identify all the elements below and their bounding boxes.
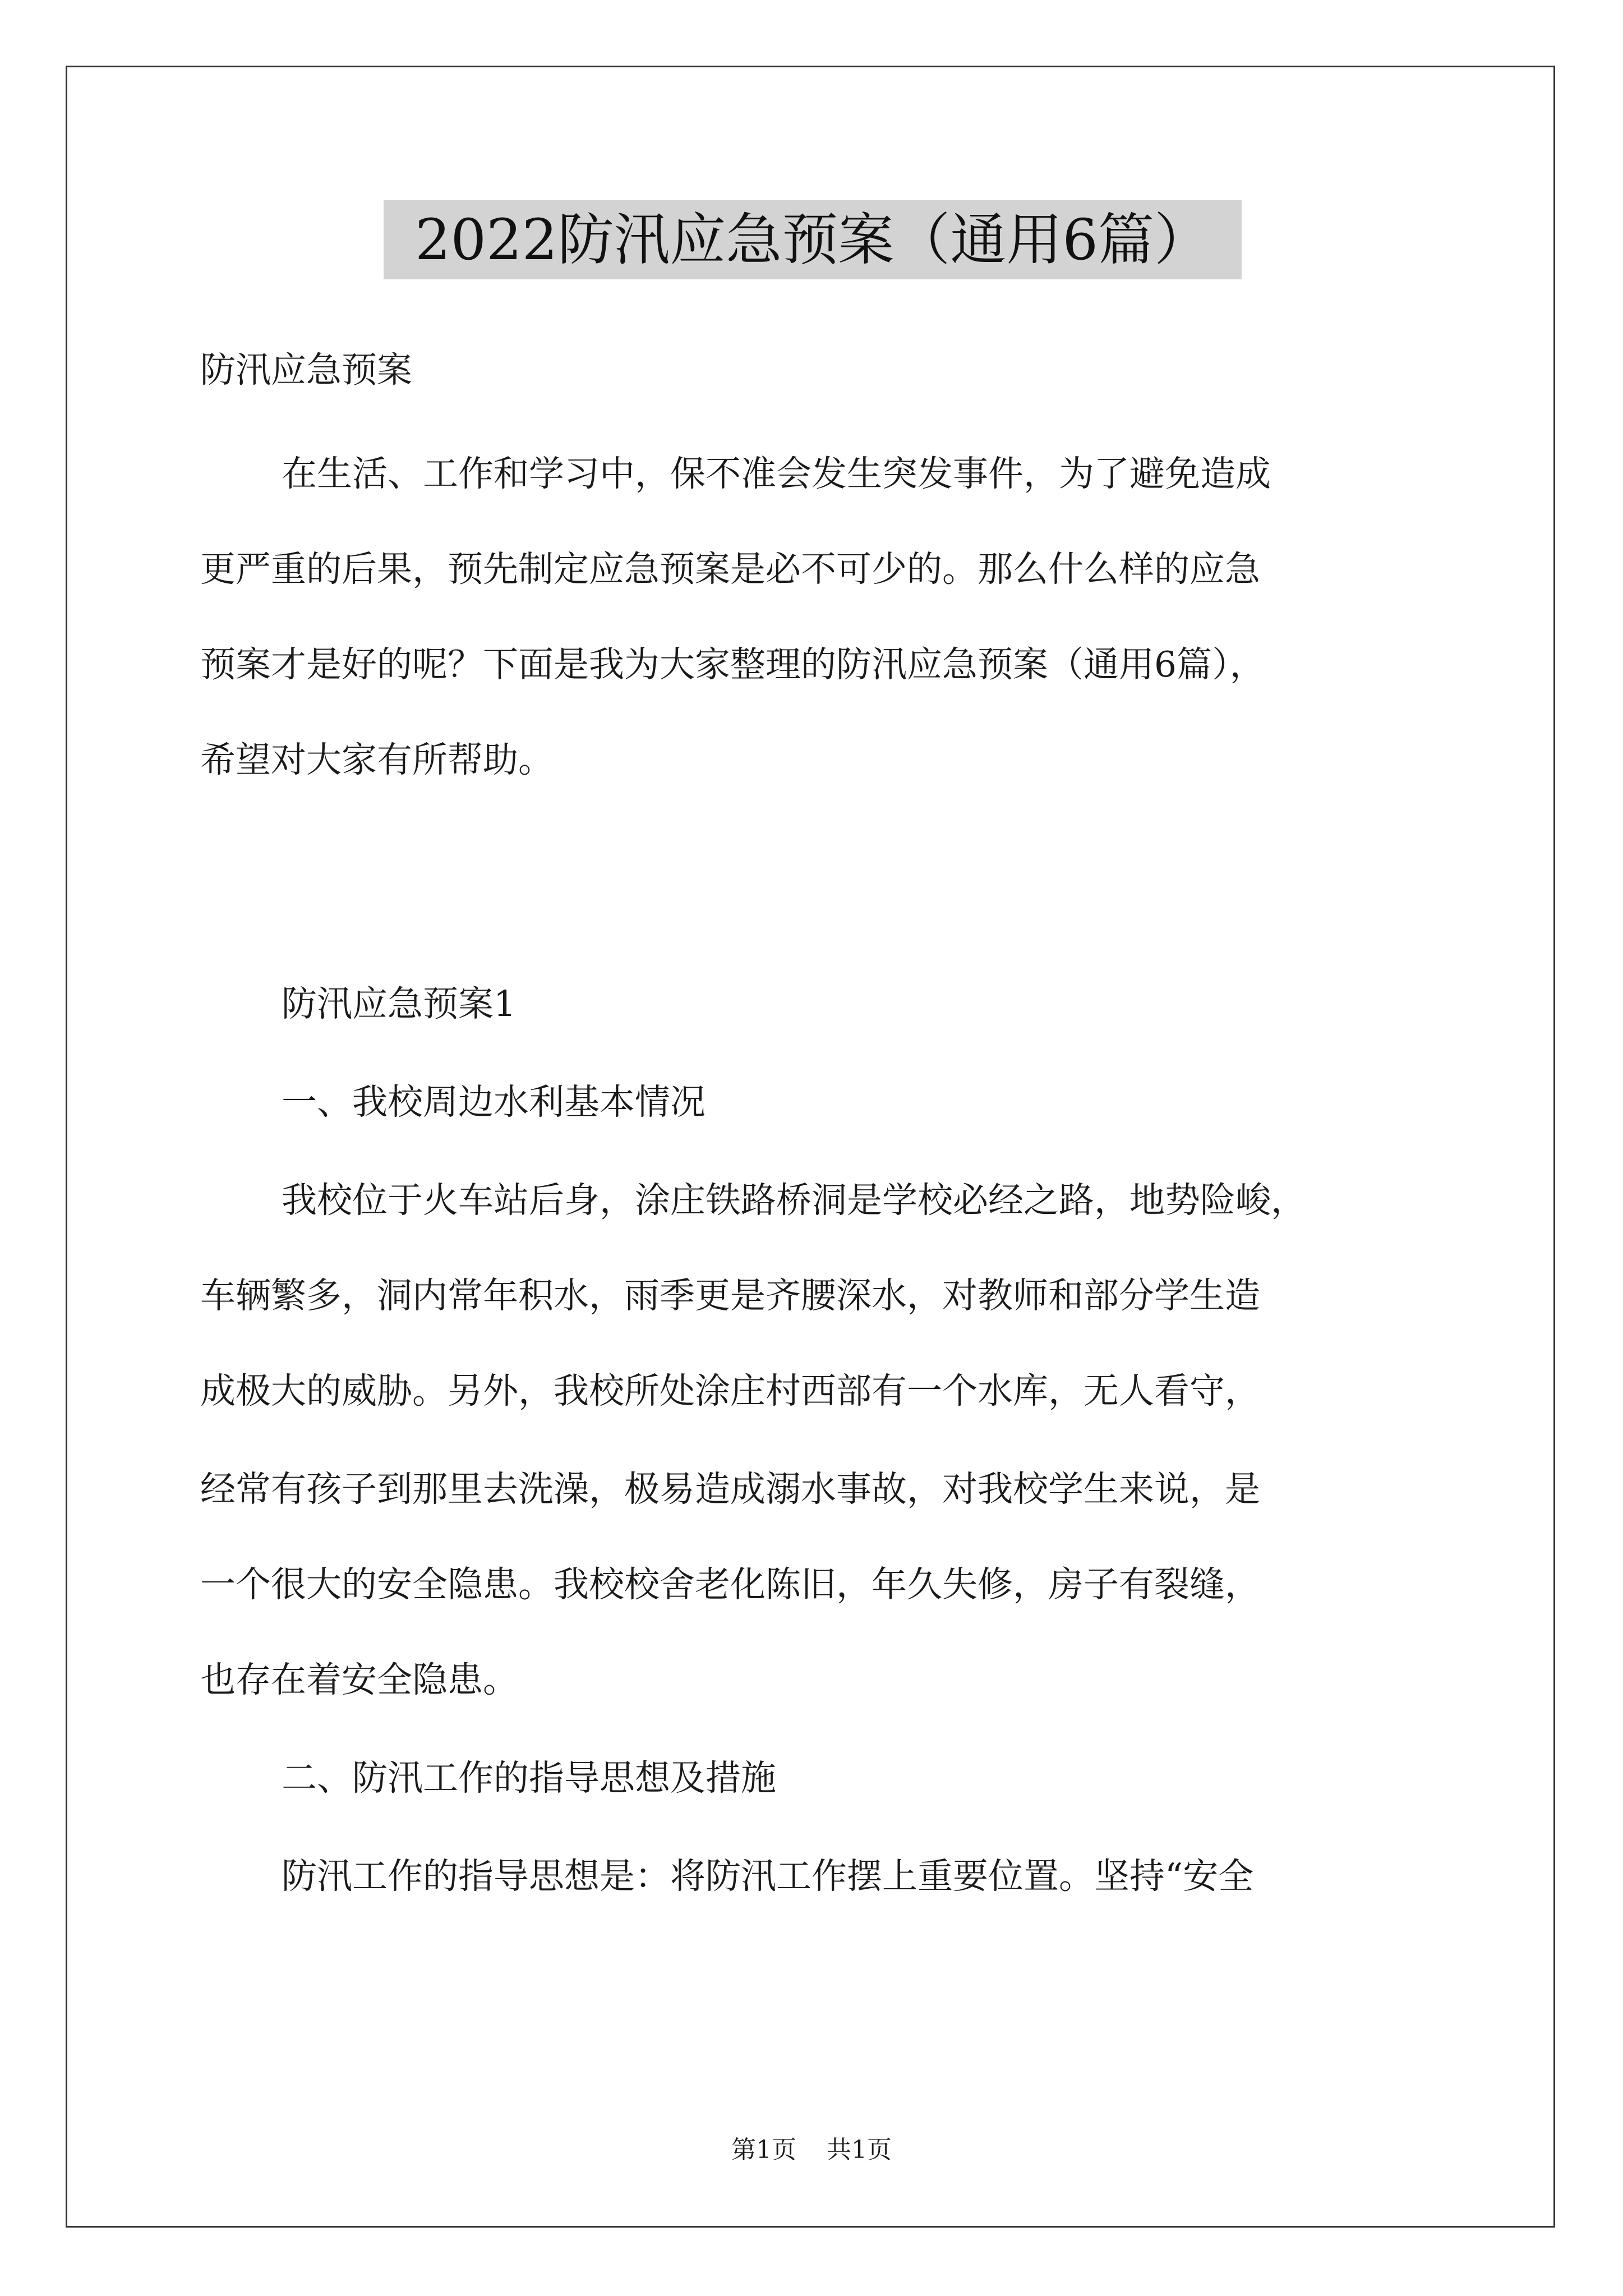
plan-heading: 防汛应急预案1 <box>282 983 517 1024</box>
subsection-heading: 二、防汛工作的指导思想及措施 <box>282 1757 776 1798</box>
document-title: 2022防汛应急预案（通用6篇） <box>384 200 1242 279</box>
paragraph-line: 车辆繁多，洞内常年积水，雨季更是齐腰深水，对教师和部分学生造 <box>200 1275 1260 1316</box>
paragraph-line: 一个很大的安全隐患。我校校舍老化陈旧，年久失修，房子有裂缝， <box>200 1564 1260 1605</box>
paragraph-line: 防汛工作的指导思想是：将防汛工作摆上重要位置。坚持“安全 <box>282 1856 1254 1897</box>
paragraph-line: 也存在着安全隐患。 <box>200 1659 518 1700</box>
paragraph-line: 成极大的威胁。另外，我校所处涂庄村西部有一个水库，无人看守， <box>200 1370 1260 1411</box>
page-footer <box>0 2133 1623 2167</box>
paragraph-line: 我校位于火车站后身，涂庄铁路桥洞是学校必经之路，地势险峻， <box>282 1180 1306 1221</box>
page-number-current: 第1页 <box>731 2136 796 2164</box>
section-heading: 防汛应急预案 <box>200 349 412 390</box>
intro-paragraph-line: 预案才是好的呢？下面是我为大家整理的防汛应急预案（通用6篇）， <box>200 644 1265 685</box>
intro-paragraph-line: 在生活、工作和学习中，保不准会发生突发事件，为了避免造成 <box>282 453 1271 494</box>
page-number-total: 共1页 <box>827 2136 892 2164</box>
intro-paragraph-line: 更严重的后果，预先制定应急预案是必不可少的。那么什么样的应急 <box>200 549 1260 590</box>
paragraph-line: 经常有孩子到那里去洗澡，极易造成溺水事故，对我校学生来说，是 <box>200 1469 1260 1510</box>
intro-paragraph-line: 希望对大家有所帮助。 <box>200 739 554 780</box>
subsection-heading: 一、我校周边水利基本情况 <box>282 1082 706 1122</box>
